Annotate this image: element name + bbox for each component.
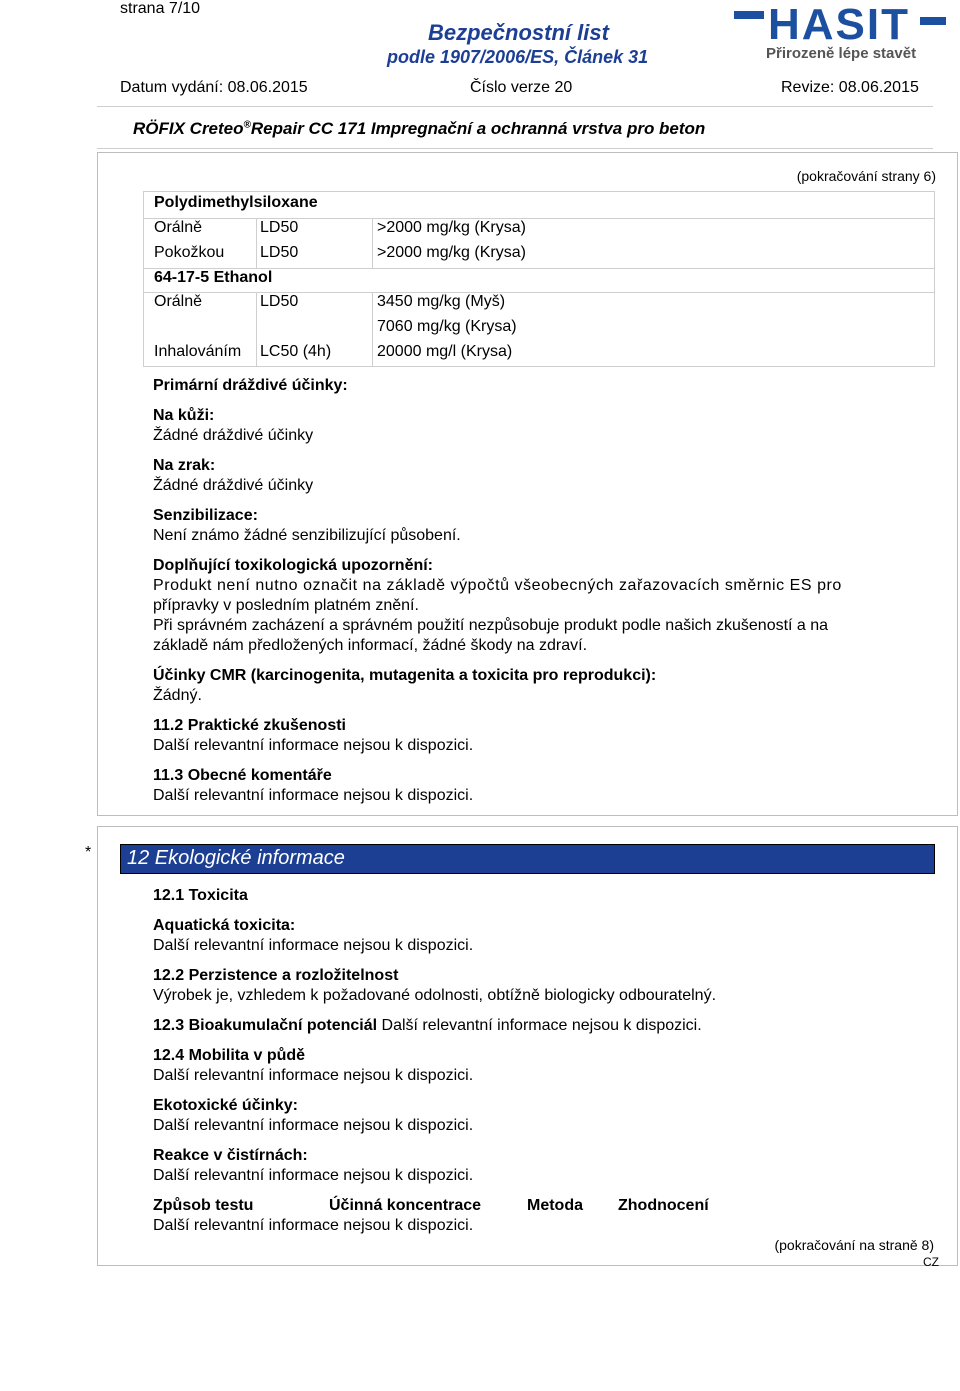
column-test-method: Způsob testu <box>153 1197 254 1214</box>
type-cell: LC50 (4h) <box>260 343 332 360</box>
logo-bar-right <box>920 17 946 25</box>
type-cell: LD50 <box>260 244 299 261</box>
section-11-2-text: Další relevantní informace nejsou k dispozici. <box>153 737 474 754</box>
additional-tox-text: Produkt není nutno označit na základě výpočtů všeobecných zařazovacích směrnic ES pro <box>153 577 842 594</box>
bioaccumulation-label: 12.3 Bioakumulační potenciál <box>153 1017 378 1034</box>
type-cell: LD50 <box>260 293 299 310</box>
column-method: Metoda <box>527 1197 583 1214</box>
route-cell: Inhalováním <box>154 343 242 360</box>
additional-tox-text: Při správném zacházení a správném použití nezpůsobuje produkt podle našich zkušeností a na <box>153 617 829 634</box>
table-column-line <box>256 292 257 367</box>
section-11-3-label: 11.3 Obecné komentáře <box>153 767 332 784</box>
columns-text: Další relevantní informace nejsou k dispozici. <box>153 1217 474 1234</box>
value-cell: 20000 mg/l (Krysa) <box>377 343 513 360</box>
section-12-title: 12 Ekologické informace <box>127 847 345 869</box>
aquatic-toxicity-text: Další relevantní informace nejsou k dispozici. <box>153 937 474 954</box>
issue-date: Datum vydání: 08.06.2015 <box>120 79 308 96</box>
type-cell: LD50 <box>260 219 299 236</box>
value-cell: >2000 mg/kg (Krysa) <box>377 244 526 261</box>
registered-mark: ® <box>243 119 251 131</box>
bioaccumulation-line <box>153 1017 702 1035</box>
continuation-from-previous: (pokračování strany 6) <box>796 168 936 184</box>
cmr-label: Účinky CMR (karcinogenita, mutagenita a toxicita pro reprodukci): <box>153 667 657 684</box>
continuation-to-next: (pokračování na straně 8) <box>774 1237 934 1253</box>
mobility-label: 12.4 Mobilita v půdě <box>153 1047 306 1064</box>
aquatic-toxicity-label: Aquatická toxicita: <box>153 917 296 934</box>
treatment-plant-text: Další relevantní informace nejsou k dispozici. <box>153 1167 474 1184</box>
product-title <box>133 119 705 139</box>
page-number: strana 7/10 <box>120 0 201 17</box>
value-cell: 7060 mg/kg (Krysa) <box>377 318 517 335</box>
header-divider-top <box>97 106 933 107</box>
sensitization-label: Senzibilizace: <box>153 507 258 524</box>
column-effective-concentration: Účinná koncentrace <box>329 1197 482 1214</box>
table-column-line <box>372 292 373 367</box>
additional-tox-text: základě nám předložených informací, žádné škody na zdraví. <box>153 637 588 654</box>
logo-word: HASIT <box>768 0 910 49</box>
logo-bar-left <box>734 11 764 19</box>
version-number: Číslo verze 20 <box>470 79 573 96</box>
ecotoxic-text: Další relevantní informace nejsou k dispozici. <box>153 1117 474 1134</box>
logo-tagline: Přirozeně lépe stavět <box>766 45 917 62</box>
hasit-logo <box>734 0 950 65</box>
additional-tox-label: Doplňující toxikologická upozornění: <box>153 557 434 574</box>
primary-irritant-heading: Primární dráždivé účinky: <box>153 377 348 394</box>
language-code: CZ <box>923 1255 939 1269</box>
table-column-line <box>256 218 257 268</box>
ecotoxic-label: Ekotoxické účinky: <box>153 1097 298 1114</box>
change-marker: * <box>85 844 92 861</box>
revision-date: Revize: 08.06.2015 <box>781 79 919 96</box>
table-column-line <box>372 218 373 268</box>
section-11-2-label: 11.2 Praktické zkušenosti <box>153 717 346 734</box>
mobility-text: Další relevantní informace nejsou k dispozici. <box>153 1067 474 1084</box>
route-cell: Orálně <box>154 219 203 236</box>
column-evaluation: Zhodnocení <box>618 1197 709 1214</box>
header-divider-bottom <box>97 148 933 149</box>
toxicity-label: 12.1 Toxicita <box>153 887 248 904</box>
document-subtitle: podle 1907/2006/ES, Článek 31 <box>387 47 649 67</box>
route-cell: Orálně <box>154 293 203 310</box>
persistence-text: Výrobek je, vzhledem k požadované odolnosti, obtížně biologicky odbouratelný. <box>153 987 717 1004</box>
product-description: Repair CC 171 Impregnační a ochranná vrstva pro beton <box>250 119 706 138</box>
value-cell: 3450 mg/kg (Myš) <box>377 293 506 310</box>
document-title: Bezpečnostní list <box>428 20 609 45</box>
product-name: RÖFIX Creteo <box>133 119 244 138</box>
sensitization-text: Není známo žádné senzibilizující působení. <box>153 527 461 544</box>
route-cell: Pokožkou <box>154 244 225 261</box>
cmr-text: Žádný. <box>153 687 202 704</box>
skin-text: Žádné dráždivé účinky <box>153 427 314 444</box>
value-cell: >2000 mg/kg (Krysa) <box>377 219 526 236</box>
eye-label: Na zrak: <box>153 457 216 474</box>
section-11-3-text: Další relevantní informace nejsou k dispozici. <box>153 787 474 804</box>
treatment-plant-label: Reakce v čistírnách: <box>153 1147 308 1164</box>
eye-text: Žádné dráždivé účinky <box>153 477 314 494</box>
substance-polydimethylsiloxane: Polydimethylsiloxane <box>154 194 318 211</box>
persistence-label: 12.2 Perzistence a rozložitelnost <box>153 967 399 984</box>
skin-label: Na kůži: <box>153 407 215 424</box>
additional-tox-text: přípravky v posledním platném znění. <box>153 597 419 614</box>
section-12-header <box>120 844 935 874</box>
substance-ethanol: 64-17-5 Ethanol <box>154 269 273 286</box>
toxicity-table <box>143 191 935 367</box>
bioaccumulation-text: Další relevantní informace nejsou k dispozici. <box>381 1017 702 1034</box>
